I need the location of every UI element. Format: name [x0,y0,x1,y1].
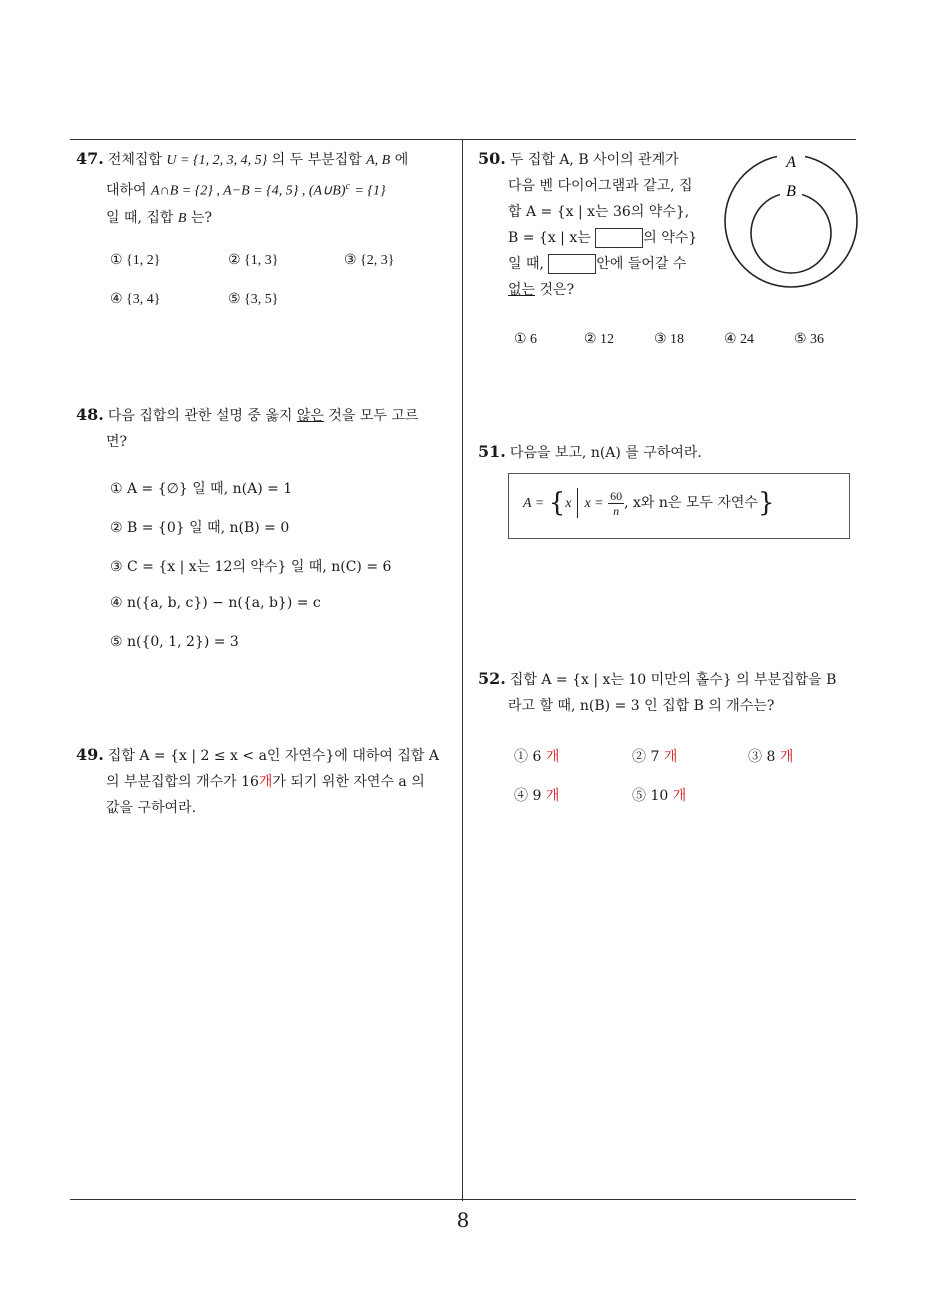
bottom-rule [70,1199,856,1200]
question-52: 52. 집합 A = {x | x는 10 미만의 홀수} 의 부분집합을 B 라고 할 때, n(B) = 3 인 집합 B 의 개수는? [478,669,837,714]
q47-choice-3[interactable]: ③ {2, 3} [344,253,395,268]
q47-choice-1[interactable]: ① {1, 2} [110,253,161,268]
q48-choice-1[interactable]: ① A = {∅} 일 때, n(A) = 1 [110,481,293,497]
venn-label-b: B [786,183,796,200]
q48-choice-5[interactable]: ⑤ n({0, 1, 2}) = 3 [110,634,239,650]
question-number: 52. [478,669,506,688]
q47-choice-2[interactable]: ② {1, 3} [228,253,279,268]
question-48: 48. 다음 집합의 관한 설명 중 옳지 않은 것을 모두 고르 면? [76,405,419,450]
question-number: 51. [478,442,506,461]
question-number: 48. [76,405,104,424]
q48-choice-2[interactable]: ② B = {0} 일 때, n(B) = 0 [110,520,290,536]
answer-blank [548,254,596,274]
q52-choice-4[interactable]: ④ 9 개 [514,788,560,804]
q52-choice-5[interactable]: ⑤ 10 개 [632,788,687,804]
question-50: 50. 두 집합 A, B 사이의 관계가 다음 벤 다이어그램과 같고, 집 합 A = {x | x는 36의 약수}, B = {x | x는 의 약수} 일 때, 안에 들어갈 수 없는 것은? [478,149,698,298]
top-rule [70,139,856,140]
venn-label-a: A [786,154,796,171]
q47-choice-5[interactable]: ⑤ {3, 5} [228,292,279,307]
q50-choice-1[interactable]: ① 6 [514,332,538,347]
page-number: 8 [456,1208,470,1232]
answer-blank [595,228,643,248]
venn-diagram [720,150,862,292]
q48-choice-4[interactable]: ④ n({a, b, c}) − n({a, b}) = c [110,595,321,611]
set-definition-box: A = {x x = $\frac{60}{n}$ , x와 n은 모두 자연수} [508,473,850,539]
question-number: 49. [76,745,104,764]
venn-outer-circle [725,155,857,287]
question-number: 50. [478,149,506,168]
q47-choice-4[interactable]: ④ {3, 4} [110,292,161,307]
q50-choice-4[interactable]: ④ 24 [724,332,755,347]
q50-choice-5[interactable]: ⑤ 36 [794,332,825,347]
column-divider [462,139,463,1201]
q48-choice-3[interactable]: ③ C = {x | x는 12의 약수} 일 때, n(C) = 6 [110,559,392,575]
q52-choice-2[interactable]: ② 7 개 [632,749,678,765]
question-51: 51. 다음을 보고, n(A) 를 구하여라. [478,442,702,461]
venn-inner-circle [751,193,831,273]
q50-choice-3[interactable]: ③ 18 [654,332,685,347]
q52-choice-1[interactable]: ① 6 개 [514,749,560,765]
question-47: 47. 전체집합 U = {1, 2, 3, 4, 5} 의 두 부분집합 A, B 에 대하여 A∩B = {2} , A−B = {4, 5} , (A∪B)$^c$ = {1} 일 때, 집합 B 는? [76,149,409,226]
q50-choice-2[interactable]: ② 12 [584,332,615,347]
q52-choice-3[interactable]: ③ 8 개 [748,749,794,765]
fraction: $\frac{60}{n}$ [610,488,623,518]
question-number: 47. [76,149,104,168]
question-49: 49. 집합 A = {x | 2 ≤ x < a인 자연수}에 대하여 집합 A 의 부분집합의 개수가 16개가 되기 위한 자연수 a 의 값을 구하여라. [76,745,439,816]
